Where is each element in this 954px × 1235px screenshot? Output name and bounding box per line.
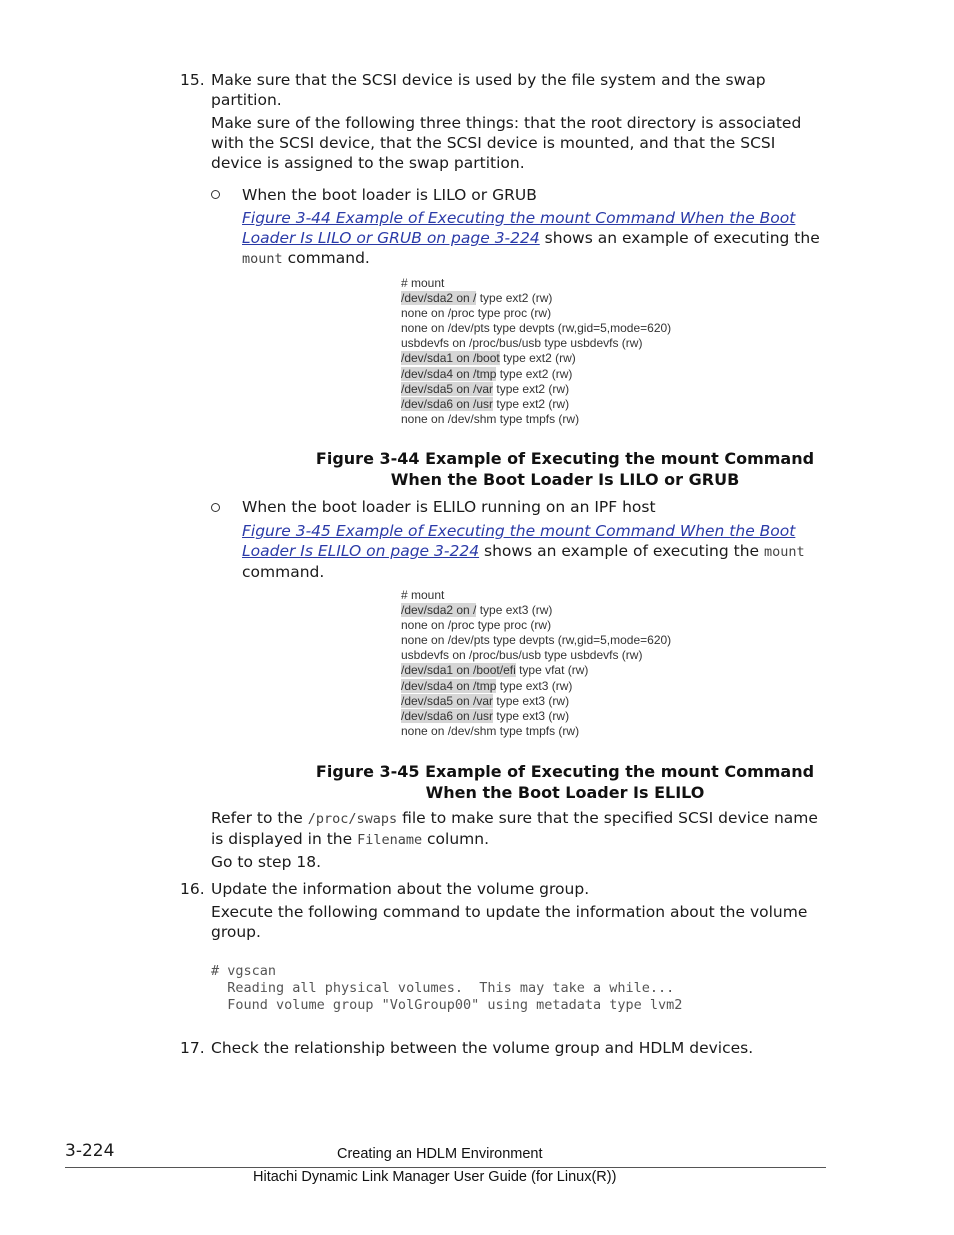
highlighted-mount: /dev/sda2 on / <box>401 291 477 306</box>
bullet-text: When the boot loader is ELILO running on an IPF host <box>242 498 656 516</box>
output-line <box>401 276 741 291</box>
figure-link[interactable]: Figure 3-45 Example of Executing the mount Command When the Boot Loader Is ELILO on page 3-224 <box>242 522 796 560</box>
output-text: type ext3 (rw) <box>493 693 570 708</box>
output-line <box>401 367 741 382</box>
highlighted-mount: /dev/sda1 on /boot/efi <box>401 663 516 678</box>
output-text: none on /dev/pts type devpts (rw,gid=5,mode=620) <box>401 321 672 336</box>
output-text: type ext2 (rw) <box>476 291 553 306</box>
output-text: type ext3 (rw) <box>493 708 570 723</box>
step-heading: Update the information about the volume group. <box>211 880 590 898</box>
output-line <box>401 351 741 366</box>
figure-caption <box>300 761 830 803</box>
output-line <box>401 306 741 321</box>
output-line <box>401 648 741 663</box>
output-line <box>401 397 741 412</box>
output-text: none on /proc type proc (rw) <box>401 618 552 633</box>
highlighted-mount: /dev/sda6 on /usr <box>401 708 494 723</box>
goto-text: Go to step 18. <box>211 853 322 871</box>
output-line <box>401 679 741 694</box>
output-text: none on /dev/shm type tmpfs (rw) <box>401 411 580 426</box>
output-line <box>401 618 741 633</box>
bullet-paragraph <box>242 208 832 269</box>
output-text: type ext3 (rw) <box>496 678 573 693</box>
output-text: type ext2 (rw) <box>499 351 576 366</box>
output-line <box>401 588 741 603</box>
output-text: none on /dev/shm type tmpfs (rw) <box>401 723 580 738</box>
refer-pre: Refer to the <box>211 809 308 827</box>
output-line <box>401 663 741 678</box>
highlighted-mount: /dev/sda6 on /usr <box>401 396 494 411</box>
output-line <box>401 336 741 351</box>
code-block: # vgscan Reading all physical volumes. This may take a while... Found volume group "VolGroup00" using metadata type lvm2 <box>211 963 683 1013</box>
footer-divider <box>65 1167 826 1168</box>
output-text: none on /proc type proc (rw) <box>401 306 552 321</box>
step-detail: Make sure of the following three things: that the root directory is associated with the SCSI device, that the SCSI device is mounted, and that the SCSI device is assigned to the swap partition. <box>211 114 802 172</box>
bullet-paragraph <box>242 521 832 582</box>
highlighted-mount: /dev/sda4 on /tmp <box>401 678 497 693</box>
refer-mid: file to make sure that the specified SCSI device name is displayed in the <box>211 809 818 848</box>
highlighted-mount: /dev/sda4 on /tmp <box>401 366 497 381</box>
output-text: usbdevfs on /proc/bus/usb type usbdevfs (rw) <box>401 648 643 663</box>
inline-code: mount <box>764 544 805 560</box>
step-number: 15. <box>180 71 205 89</box>
step-heading: Make sure that the SCSI device is used by the file system and the swap partition. <box>211 71 766 109</box>
inline-code: /proc/swaps <box>307 811 398 827</box>
output-text: type ext2 (rw) <box>496 366 573 381</box>
bullet-end: command. <box>282 249 370 267</box>
caption-line: Figure 3-44 Example of Executing the mount Command <box>315 449 815 468</box>
output-line <box>401 603 741 618</box>
figure-link[interactable]: Figure 3-44 Example of Executing the mount Command When the Boot Loader Is LILO or GRUB on page 3-224 <box>242 209 796 247</box>
step-number: 17. <box>180 1039 205 1057</box>
guide-title: Hitachi Dynamic Link Manager User Guide (for Linux(R)) <box>253 1169 617 1185</box>
output-text: type ext3 (rw) <box>476 603 553 618</box>
step-heading: Check the relationship between the volume group and HDLM devices. <box>211 1039 754 1057</box>
output-text: type ext2 (rw) <box>493 381 570 396</box>
page-number: 3-224 <box>65 1141 115 1161</box>
caption-line: When the Boot Loader Is LILO or GRUB <box>390 470 740 489</box>
figure-caption <box>300 448 830 490</box>
caption-line: Figure 3-45 Example of Executing the mount Command <box>315 762 815 781</box>
highlighted-mount: /dev/sda5 on /var <box>401 693 494 708</box>
bullet-icon <box>211 190 220 199</box>
output-line <box>401 694 741 709</box>
mount-output-figure <box>401 276 741 427</box>
inline-code: Filename <box>357 832 423 848</box>
chapter-title: Creating an HDLM Environment <box>337 1146 543 1162</box>
mount-output-figure <box>401 588 741 739</box>
highlighted-mount: /dev/sda5 on /var <box>401 381 494 396</box>
output-line <box>401 412 741 427</box>
output-line <box>401 291 741 306</box>
output-text: usbdevfs on /proc/bus/usb type usbdevfs (rw) <box>401 336 643 351</box>
highlighted-mount: /dev/sda2 on / <box>401 603 477 618</box>
output-text: # mount <box>401 588 445 602</box>
bullet-text: When the boot loader is LILO or GRUB <box>242 186 537 204</box>
output-line <box>401 382 741 397</box>
step-number: 16. <box>180 880 205 898</box>
refer-paragraph <box>211 808 831 850</box>
output-line <box>401 633 741 648</box>
output-text: # mount <box>401 276 445 290</box>
bullet-after-link: shows an example of executing the <box>479 542 765 560</box>
bullet-icon <box>211 503 220 512</box>
output-line <box>401 321 741 336</box>
output-line <box>401 724 741 739</box>
step-detail: Execute the following command to update the information about the volume group. <box>211 903 808 941</box>
bullet-end: command. <box>242 563 325 581</box>
output-text: type vfat (rw) <box>515 663 589 678</box>
refer-end: column. <box>422 830 490 848</box>
output-text: type ext2 (rw) <box>493 396 570 411</box>
caption-line: When the Boot Loader Is ELILO <box>425 783 705 802</box>
output-text: none on /dev/pts type devpts (rw,gid=5,mode=620) <box>401 633 672 648</box>
bullet-after-link: shows an example of executing the <box>539 229 820 247</box>
inline-code: mount <box>242 251 283 267</box>
output-line <box>401 709 741 724</box>
highlighted-mount: /dev/sda1 on /boot <box>401 351 500 366</box>
